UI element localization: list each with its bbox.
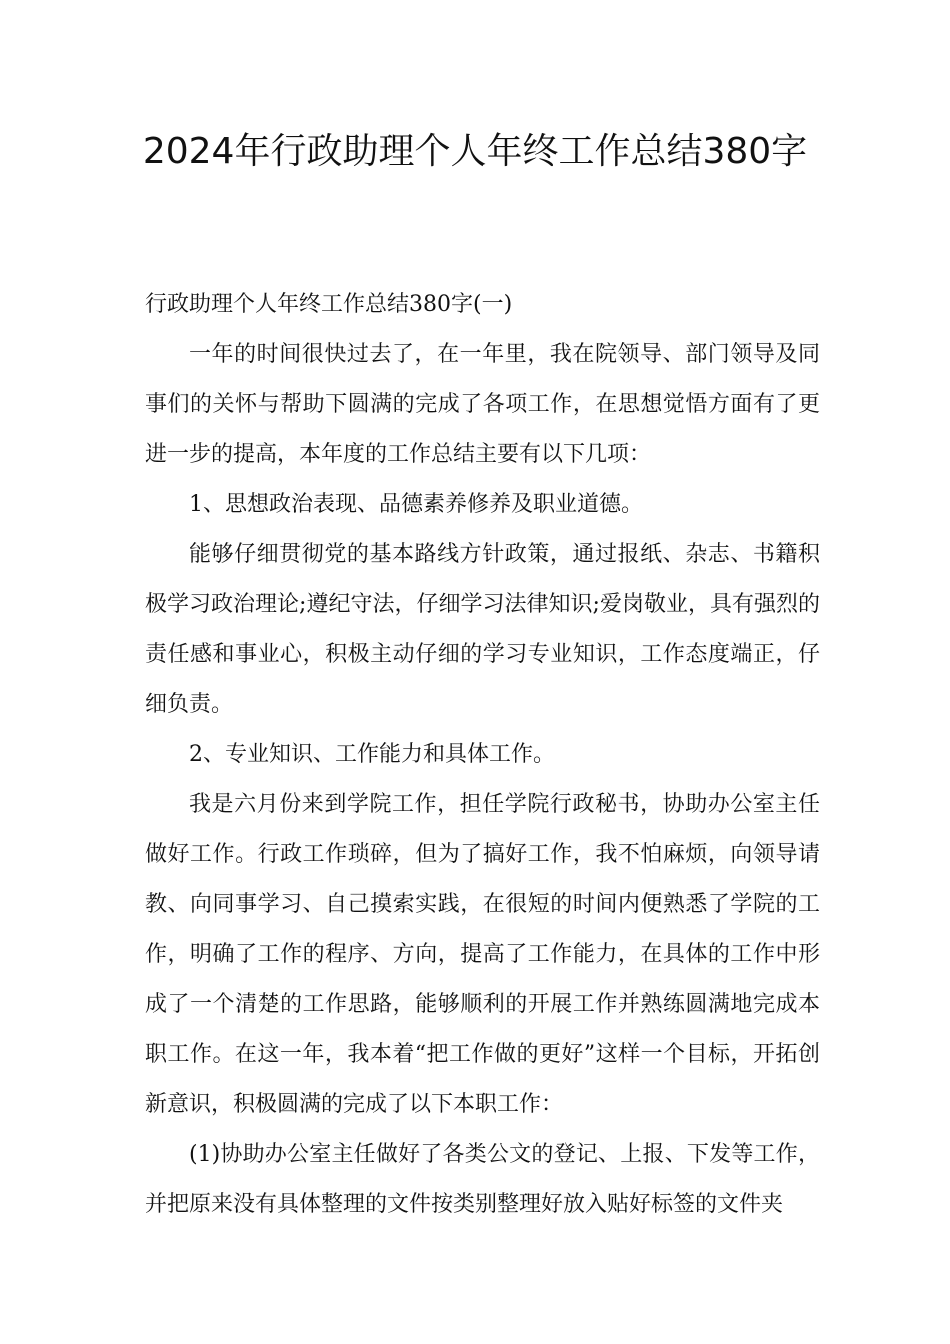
- paragraph-heading-2: 2、专业知识、工作能力和具体工作。: [189, 742, 555, 767]
- document-body: [145, 280, 820, 1230]
- paragraph-heading-1: 1、思想政治表现、品德素养修养及职业道德。: [189, 492, 643, 517]
- paragraph-intro: 一年的时间很快过去了，在一年里，我在院领导、部门领导及同事们的关怀与帮助下圆满的完成了各项工作，在思想觉悟方面有了更进一步的提高，本年度的工作总结主要有以下几项：: [145, 342, 820, 467]
- paragraph-item-1: (1)协助办公室主任做好了各类公文的登记、上报、下发等工作，并把原来没有具体整理的文件按类别整理好放入贴好标签的文件夹: [145, 1142, 820, 1217]
- paragraph-work: 我是六月份来到学院工作，担任学院行政秘书，协助办公室主任做好工作。行政工作琐碎，但为了搞好工作，我不怕麻烦，向领导请教、向同事学习、自己摸索实践，在很短的时间内便熟悉了学院的工作，明确了工作的程序、方向，提高了工作能力，在具体的工作中形成了一个清楚的工作思路，能够顺利的开展工作并熟练圆满地完成本职工作。在这一年，我本着“把工作做的更好”这样一个目标，开拓创新意识，积极圆满的完成了以下本职工作：: [145, 792, 820, 1117]
- section-heading: 行政助理个人年终工作总结380字(一): [145, 292, 513, 317]
- document-title: 2024年行政助理个人年终工作总结380字: [142, 131, 808, 172]
- paragraph-ethics: 能够仔细贯彻党的基本路线方针政策，通过报纸、杂志、书籍积极学习政治理论;遵纪守法，仔细学习法律知识;爱岗敬业，具有强烈的责任感和事业心，积极主动仔细的学习专业知识，工作态度端正，仔细负责。: [145, 542, 820, 717]
